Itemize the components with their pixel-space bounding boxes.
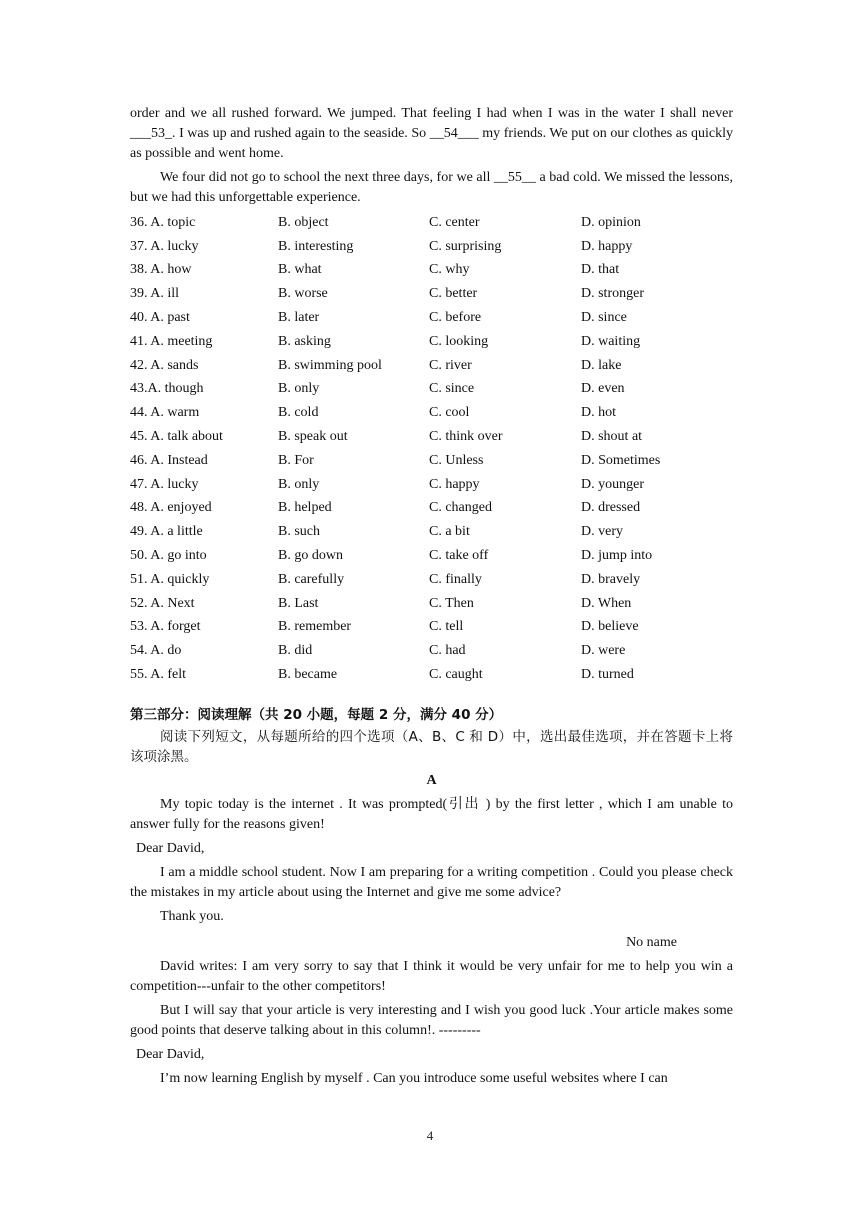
option-b: B. Last [278,595,319,611]
option-b: B. For [278,452,314,468]
option-c: C. looking [429,333,489,349]
option-row [130,330,733,354]
letter-body: I’m now learning English by myself . Can you introduce some useful websites where I can [160,1070,668,1086]
letter-closing: Thank you. [160,908,224,924]
letter-salutation: Dear David, [136,1046,205,1062]
option-row [130,497,733,521]
option-row [130,520,733,544]
option-b: B. became [278,667,338,683]
option-d: D. dressed [581,500,641,516]
option-row [130,616,733,640]
option-b: B. swimming pool [278,357,382,373]
option-a: 41. A. meeting [130,333,213,349]
option-row [130,378,733,402]
option-d: D. that [581,262,620,278]
option-row [130,211,733,235]
option-d: D. turned [581,667,634,683]
option-c: C. a bit [429,524,470,540]
page-number: 4 [426,1128,434,1143]
option-d: D. waiting [581,333,641,349]
option-c: C. before [429,310,482,326]
option-b: B. later [278,310,320,326]
option-d: D. jump into [581,548,653,564]
section-heading: 第三部分：阅读理解（共 20 小题，每题 2 分，满分 40 分） [130,706,503,723]
option-c: C. take off [429,548,489,564]
option-b: B. only [278,476,320,492]
passage-label: A [426,772,437,788]
option-row [130,592,733,616]
option-b: B. interesting [278,238,354,254]
option-c: C. Then [429,595,474,611]
option-c: C. surprising [429,238,502,254]
option-b: B. such [278,524,320,540]
option-b: B. remember [278,619,352,635]
option-row [130,235,733,259]
option-row [130,544,733,568]
option-d: D. hot [581,405,616,421]
option-c: C. cool [429,405,470,421]
option-d: D. younger [581,476,644,492]
option-row [130,401,733,425]
option-d: D. believe [581,619,639,635]
option-c: C. since [429,381,475,397]
option-b: B. go down [278,548,343,564]
option-d: D. bravely [581,571,641,587]
option-a: 40. A. past [130,310,190,326]
option-b: B. carefully [278,571,345,587]
letter-salutation: Dear David, [136,840,205,856]
passage-paragraph: We four did not go to school the next three days, for we all __55__ a bad cold. We missed the lessons, but we had this unforgettable experience. [130,170,733,205]
option-a: 52. A. Next [130,595,195,611]
option-c: C. happy [429,476,480,492]
intro-paragraph: My topic today is the internet . It was prompted(引出 ) by the first letter , which I am unable to answer fully for the reasons given! [130,796,733,832]
option-c: C. had [429,643,466,659]
option-row [130,639,733,663]
option-a: 48. A. enjoyed [130,500,212,516]
option-row [130,449,733,473]
option-c: C. center [429,214,480,230]
option-a: 46. A. Instead [130,452,208,468]
option-c: C. why [429,262,470,278]
passage-paragraph: order and we all rushed forward. We jumped. That feeling I had when I was in the water I shall never ___53_. I was up and rushed again to the seaside. So __54___ my friends. We put on our clothes as quickly as possible and went home. [130,106,733,161]
option-d: D. opinion [581,214,641,230]
option-row [130,663,733,687]
option-c: C. better [429,286,478,302]
option-d: D. were [581,643,626,659]
option-a: 50. A. go into [130,548,207,564]
option-b: B. cold [278,405,319,421]
option-c: C. think over [429,429,503,445]
letter-body: I am a middle school student. Now I am preparing for a writing competition . Could you please check the mistakes in my article about using the Internet and give me some advice? [130,864,733,900]
option-row [130,259,733,283]
option-c: C. changed [429,500,492,516]
option-d: D. happy [581,238,633,254]
option-a: 37. A. lucky [130,238,199,254]
option-a: 49. A. a little [130,524,203,540]
option-b: B. object [278,214,329,230]
option-row [130,306,733,330]
option-d: D. When [581,595,632,611]
option-c: C. river [429,357,472,373]
option-c: C. caught [429,667,483,683]
option-a: 36. A. topic [130,214,196,230]
option-d: D. very [581,524,623,540]
option-row [130,568,733,592]
option-b: B. worse [278,286,328,302]
option-d: D. stronger [581,286,644,302]
option-d: D. even [581,381,625,397]
option-b: B. speak out [278,429,348,445]
option-c: C. tell [429,619,464,635]
option-row [130,473,733,497]
option-b: B. helped [278,500,332,516]
option-a: 47. A. lucky [130,476,199,492]
options-table [130,211,733,687]
option-d: D. shout at [581,429,643,445]
option-b: B. what [278,262,322,278]
option-a: 45. A. talk about [130,429,223,445]
option-b: B. only [278,381,320,397]
option-a: 53. A. forget [130,619,201,635]
option-a: 44. A. warm [130,405,200,421]
option-row [130,282,733,306]
option-a: 55. A. felt [130,667,186,683]
document-page [130,104,733,1089]
option-a: 42. A. sands [130,357,199,373]
section-instruction: 阅读下列短文，从每题所给的四个选项（A、B、C 和 D）中，选出最佳选项，并在答题卡上将该项涂黑。 [130,728,733,765]
option-b: B. asking [278,333,331,349]
option-row [130,425,733,449]
option-b: B. did [278,643,313,659]
reply-paragraph: But I will say that your article is very interesting and I wish you good luck .Your article makes some good points that deserve talking about in this column!. --------- [130,1002,733,1038]
option-a: 43.A. though [130,381,204,397]
option-d: D. Sometimes [581,452,661,468]
option-row [130,354,733,378]
option-c: C. Unless [429,452,484,468]
reply-paragraph: David writes: I am very sorry to say that I think it would be very unfair for me to help you win a competition---unfair to the other competitors! [130,958,733,994]
option-c: C. finally [429,571,482,587]
option-a: 39. A. ill [130,286,180,302]
option-d: D. since [581,310,627,326]
option-a: 54. A. do [130,643,182,659]
letter-signature: No name [626,934,677,950]
option-a: 51. A. quickly [130,571,210,587]
option-a: 38. A. how [130,262,192,278]
option-d: D. lake [581,357,622,373]
